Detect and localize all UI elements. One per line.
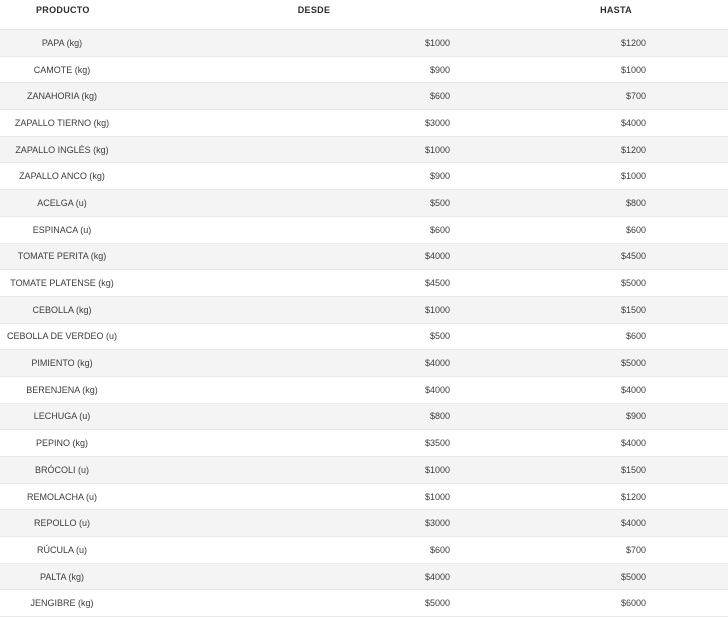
cell-producto: ZAPALLO ANCO (kg) xyxy=(0,163,124,190)
cell-hasta: $5000 xyxy=(504,270,728,297)
cell-producto: TOMATE PLATENSE (kg) xyxy=(0,270,124,297)
cell-desde: $4000 xyxy=(124,376,504,403)
table-row xyxy=(0,190,728,217)
table-row xyxy=(0,30,728,57)
cell-desde: $900 xyxy=(124,163,504,190)
cell-desde: $900 xyxy=(124,56,504,83)
cell-desde: $600 xyxy=(124,216,504,243)
cell-producto: CAMOTE (kg) xyxy=(0,56,124,83)
cell-hasta: $800 xyxy=(504,190,728,217)
cell-desde: $600 xyxy=(124,537,504,564)
cell-producto: REMOLACHA (u) xyxy=(0,483,124,510)
cell-desde: $5000 xyxy=(124,590,504,617)
cell-desde: $3000 xyxy=(124,510,504,537)
table-row xyxy=(0,270,728,297)
cell-hasta: $5000 xyxy=(504,563,728,590)
table-row xyxy=(0,163,728,190)
table-row xyxy=(0,323,728,350)
cell-desde: $500 xyxy=(124,323,504,350)
cell-producto: JENGIBRE (kg) xyxy=(0,590,124,617)
cell-hasta: $4000 xyxy=(504,376,728,403)
cell-desde: $1000 xyxy=(124,136,504,163)
cell-producto: PIMIENTO (kg) xyxy=(0,350,124,377)
cell-producto: BRÓCOLI (u) xyxy=(0,457,124,484)
cell-producto: BERENJENA (kg) xyxy=(0,376,124,403)
table-header xyxy=(0,0,728,30)
cell-desde: $4000 xyxy=(124,350,504,377)
cell-producto: CEBOLLA DE VERDEO (u) xyxy=(0,323,124,350)
table-row xyxy=(0,350,728,377)
cell-desde: $4000 xyxy=(124,243,504,270)
cell-desde: $1000 xyxy=(124,296,504,323)
table-row xyxy=(0,243,728,270)
cell-desde: $1000 xyxy=(124,457,504,484)
table-row xyxy=(0,537,728,564)
table-row xyxy=(0,83,728,110)
cell-producto: ACELGA (u) xyxy=(0,190,124,217)
cell-hasta: $700 xyxy=(504,83,728,110)
cell-hasta: $4000 xyxy=(504,430,728,457)
cell-producto: LECHUGA (u) xyxy=(0,403,124,430)
table-row xyxy=(0,483,728,510)
column-header-producto: PRODUCTO xyxy=(0,0,124,30)
table-row xyxy=(0,296,728,323)
cell-desde: $3000 xyxy=(124,110,504,137)
table-row xyxy=(0,216,728,243)
table-row xyxy=(0,376,728,403)
cell-hasta: $4500 xyxy=(504,243,728,270)
cell-hasta: $4000 xyxy=(504,110,728,137)
header-row xyxy=(0,0,728,30)
cell-hasta: $1500 xyxy=(504,296,728,323)
cell-hasta: $1000 xyxy=(504,163,728,190)
table-row xyxy=(0,56,728,83)
cell-hasta: $1200 xyxy=(504,483,728,510)
cell-hasta: $1500 xyxy=(504,457,728,484)
table-row xyxy=(0,136,728,163)
cell-hasta: $1200 xyxy=(504,30,728,57)
cell-hasta: $600 xyxy=(504,216,728,243)
cell-desde: $4500 xyxy=(124,270,504,297)
cell-desde: $1000 xyxy=(124,483,504,510)
table-body xyxy=(0,30,728,617)
cell-producto: REPOLLO (u) xyxy=(0,510,124,537)
cell-hasta: $1200 xyxy=(504,136,728,163)
table-row xyxy=(0,430,728,457)
cell-producto: CEBOLLA (kg) xyxy=(0,296,124,323)
table-row xyxy=(0,457,728,484)
cell-hasta: $4000 xyxy=(504,510,728,537)
cell-producto: ESPINACA (u) xyxy=(0,216,124,243)
cell-hasta: $900 xyxy=(504,403,728,430)
table-row xyxy=(0,510,728,537)
cell-desde: $500 xyxy=(124,190,504,217)
cell-producto: ZAPALLO INGLÉS (kg) xyxy=(0,136,124,163)
cell-hasta: $5000 xyxy=(504,350,728,377)
cell-hasta: $1000 xyxy=(504,56,728,83)
cell-hasta: $700 xyxy=(504,537,728,564)
cell-desde: $4000 xyxy=(124,563,504,590)
cell-desde: $600 xyxy=(124,83,504,110)
table-row xyxy=(0,110,728,137)
cell-producto: PEPINO (kg) xyxy=(0,430,124,457)
table-row xyxy=(0,563,728,590)
cell-producto: PALTA (kg) xyxy=(0,563,124,590)
cell-desde: $1000 xyxy=(124,30,504,57)
cell-producto: TOMATE PERITA (kg) xyxy=(0,243,124,270)
cell-desde: $800 xyxy=(124,403,504,430)
cell-hasta: $6000 xyxy=(504,590,728,617)
column-header-hasta: HASTA xyxy=(504,0,728,30)
cell-producto: RÚCULA (u) xyxy=(0,537,124,564)
column-header-desde: DESDE xyxy=(124,0,504,30)
table-row xyxy=(0,403,728,430)
cell-producto: ZANAHORIA (kg) xyxy=(0,83,124,110)
cell-producto: ZAPALLO TIERNO (kg) xyxy=(0,110,124,137)
cell-producto: PAPA (kg) xyxy=(0,30,124,57)
cell-hasta: $600 xyxy=(504,323,728,350)
table-row xyxy=(0,590,728,617)
cell-desde: $3500 xyxy=(124,430,504,457)
